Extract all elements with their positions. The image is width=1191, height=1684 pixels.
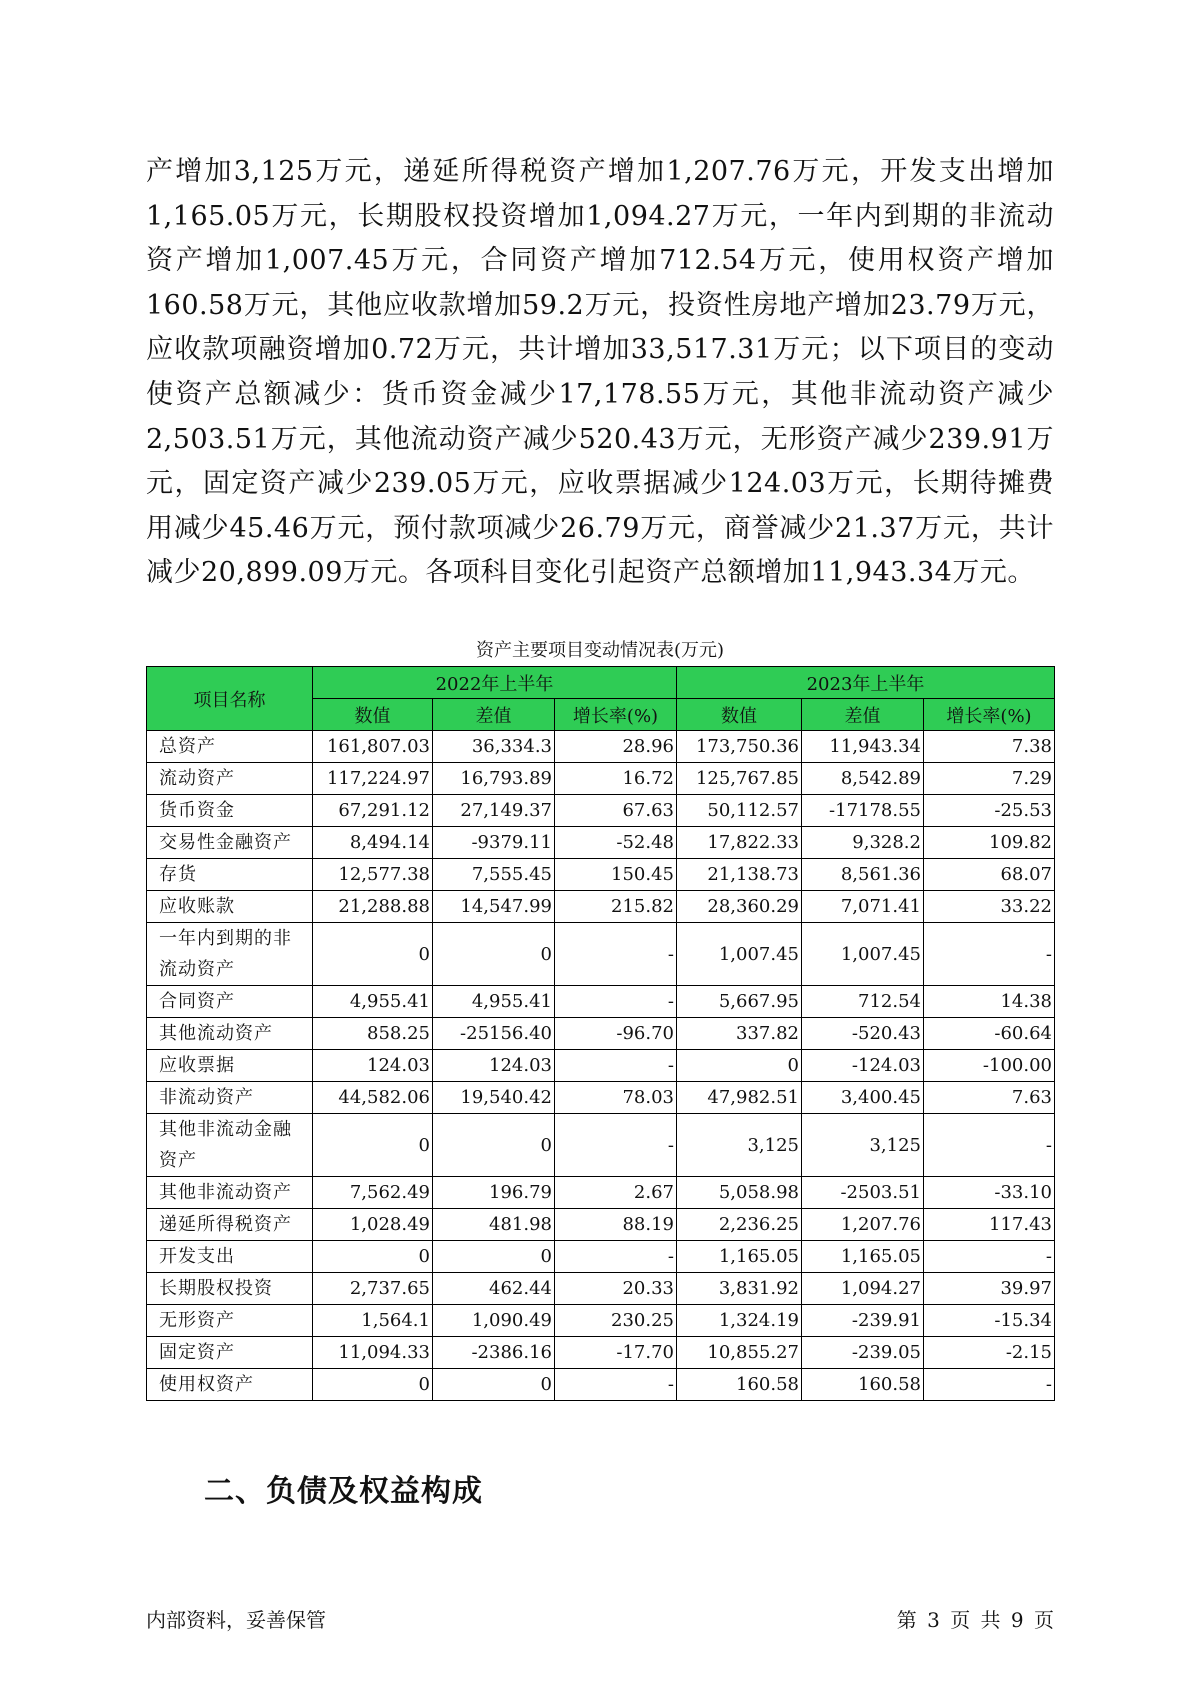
value-2023-cell: 3,831.92	[677, 1273, 802, 1305]
rate-2023-cell: -25.53	[924, 795, 1055, 827]
footer-confidential-note: 内部资料，妥善保管	[146, 1608, 326, 1632]
value-2022-cell: 161,807.03	[313, 731, 433, 763]
value-2022-cell: 0	[313, 923, 433, 986]
value-2023-cell: 10,855.27	[677, 1337, 802, 1369]
value-2022-cell: 858.25	[313, 1018, 433, 1050]
value-2023-cell: 3,125	[677, 1114, 802, 1177]
value-2023-cell: 125,767.85	[677, 763, 802, 795]
value-2023-cell: 173,750.36	[677, 731, 802, 763]
diff-2022-cell: -9379.11	[433, 827, 555, 859]
rate-2023-cell: -2.15	[924, 1337, 1055, 1369]
table-row	[147, 859, 1055, 891]
value-2022-cell: 0	[313, 1114, 433, 1177]
diff-2022-cell: 0	[433, 1369, 555, 1401]
rate-2022-cell: -	[555, 1369, 677, 1401]
value-2022-cell: 0	[313, 1241, 433, 1273]
item-name-cell: 一年内到期的非流动资产	[147, 923, 313, 986]
diff-2023-cell: -124.03	[802, 1050, 924, 1082]
item-name-cell: 交易性金融资产	[147, 827, 313, 859]
value-2023-cell: 17,822.33	[677, 827, 802, 859]
value-2023-cell: 21,138.73	[677, 859, 802, 891]
header-period-2023: 2023年上半年	[677, 667, 1055, 699]
footer-page-number: 第 3 页 共 9 页	[896, 1608, 1054, 1632]
table-row	[147, 1082, 1055, 1114]
table-row	[147, 1018, 1055, 1050]
rate-2023-cell: -	[924, 923, 1055, 986]
diff-2022-cell: 481.98	[433, 1209, 555, 1241]
rate-2023-cell: -	[924, 1369, 1055, 1401]
value-2022-cell: 12,577.38	[313, 859, 433, 891]
rate-2023-cell: 117.43	[924, 1209, 1055, 1241]
table-row	[147, 1337, 1055, 1369]
rate-2022-cell: -52.48	[555, 827, 677, 859]
value-2023-cell: 160.58	[677, 1369, 802, 1401]
value-2023-cell: 1,324.19	[677, 1305, 802, 1337]
table-row	[147, 1050, 1055, 1082]
diff-2022-cell: 36,334.3	[433, 731, 555, 763]
diff-2023-cell: 8,542.89	[802, 763, 924, 795]
item-name-cell: 固定资产	[147, 1337, 313, 1369]
item-name-cell: 存货	[147, 859, 313, 891]
table-row	[147, 891, 1055, 923]
value-2022-cell: 4,955.41	[313, 986, 433, 1018]
diff-2023-cell: 11,943.34	[802, 731, 924, 763]
rate-2022-cell: -	[555, 1241, 677, 1273]
value-2022-cell: 8,494.14	[313, 827, 433, 859]
value-2022-cell: 117,224.97	[313, 763, 433, 795]
diff-2023-cell: 712.54	[802, 986, 924, 1018]
item-name-cell: 长期股权投资	[147, 1273, 313, 1305]
rate-2022-cell: 2.67	[555, 1177, 677, 1209]
rate-2022-cell: 88.19	[555, 1209, 677, 1241]
table-row	[147, 1209, 1055, 1241]
rate-2022-cell: 20.33	[555, 1273, 677, 1305]
diff-2022-cell: -2386.16	[433, 1337, 555, 1369]
rate-2023-cell: -60.64	[924, 1018, 1055, 1050]
rate-2023-cell: 33.22	[924, 891, 1055, 923]
value-2023-cell: 337.82	[677, 1018, 802, 1050]
rate-2022-cell: 16.72	[555, 763, 677, 795]
item-name-cell: 无形资产	[147, 1305, 313, 1337]
diff-2022-cell: 4,955.41	[433, 986, 555, 1018]
body-paragraph: 产增加3,125万元，递延所得税资产增加1,207.76万元，开发支出增加1,165.05万元，长期股权投资增加1,094.27万元，一年内到期的非流动资产增加1,007.45万元，合同资产增加712.54万元，使用权资产增加160.58万元，其他应收款增加59.2万元，投资性房地产增加23.79万元，应收款项融资增加0.72万元，共计增加33,517.31万元；以下项目的变动使资产总额减少：货币资金减少17,178.55万元，其他非流动资产减少2,503.51万元，其他流动资产减少520.43万元，无形资产减少239.91万元，固定资产减少239.05万元，应收票据减少124.03万元，长期待摊费用减少45.46万元，预付款项减少26.79万元，商誉减少21.37万元，共计减少20,899.09万元。各项科目变化引起资产总额增加11,943.34万元。	[146, 156, 1054, 589]
table-row	[147, 1241, 1055, 1273]
rate-2023-cell: -33.10	[924, 1177, 1055, 1209]
diff-2023-cell: -239.91	[802, 1305, 924, 1337]
item-name-cell: 总资产	[147, 731, 313, 763]
header-diff-2023: 差值	[802, 699, 924, 731]
value-2023-cell: 1,165.05	[677, 1241, 802, 1273]
item-name-cell: 合同资产	[147, 986, 313, 1018]
table-row	[147, 923, 1055, 986]
table-caption: 资产主要项目变动情况表(万元)	[475, 640, 725, 661]
value-2023-cell: 1,007.45	[677, 923, 802, 986]
item-name-cell: 开发支出	[147, 1241, 313, 1273]
value-2022-cell: 2,737.65	[313, 1273, 433, 1305]
item-name-cell: 应收账款	[147, 891, 313, 923]
diff-2023-cell: -239.05	[802, 1337, 924, 1369]
header-period-2022: 2022年上半年	[313, 667, 677, 699]
rate-2022-cell: -17.70	[555, 1337, 677, 1369]
diff-2022-cell: 1,090.49	[433, 1305, 555, 1337]
value-2022-cell: 21,288.88	[313, 891, 433, 923]
rate-2022-cell: -	[555, 986, 677, 1018]
diff-2023-cell: -17178.55	[802, 795, 924, 827]
rate-2023-cell: 7.38	[924, 731, 1055, 763]
diff-2022-cell: 16,793.89	[433, 763, 555, 795]
table-row	[147, 1305, 1055, 1337]
diff-2022-cell: 0	[433, 1114, 555, 1177]
rate-2023-cell: 68.07	[924, 859, 1055, 891]
item-name-cell: 递延所得税资产	[147, 1209, 313, 1241]
value-2022-cell: 0	[313, 1369, 433, 1401]
header-value-2023: 数值	[677, 699, 802, 731]
item-name-cell: 其他非流动金融资产	[147, 1114, 313, 1177]
value-2023-cell: 5,667.95	[677, 986, 802, 1018]
value-2023-cell: 5,058.98	[677, 1177, 802, 1209]
rate-2022-cell: -	[555, 923, 677, 986]
table-row	[147, 763, 1055, 795]
diff-2022-cell: 27,149.37	[433, 795, 555, 827]
diff-2022-cell: 0	[433, 1241, 555, 1273]
value-2022-cell: 1,564.1	[313, 1305, 433, 1337]
diff-2023-cell: 3,400.45	[802, 1082, 924, 1114]
header-item-name: 项目名称	[147, 667, 313, 731]
value-2022-cell: 11,094.33	[313, 1337, 433, 1369]
rate-2023-cell: -100.00	[924, 1050, 1055, 1082]
diff-2022-cell: 19,540.42	[433, 1082, 555, 1114]
item-name-cell: 其他流动资产	[147, 1018, 313, 1050]
diff-2023-cell: -2503.51	[802, 1177, 924, 1209]
asset-change-table	[146, 666, 1055, 1401]
diff-2022-cell: 462.44	[433, 1273, 555, 1305]
value-2022-cell: 124.03	[313, 1050, 433, 1082]
value-2022-cell: 67,291.12	[313, 795, 433, 827]
diff-2023-cell: 1,165.05	[802, 1241, 924, 1273]
value-2022-cell: 44,582.06	[313, 1082, 433, 1114]
diff-2023-cell: 160.58	[802, 1369, 924, 1401]
diff-2023-cell: -520.43	[802, 1018, 924, 1050]
value-2022-cell: 1,028.49	[313, 1209, 433, 1241]
diff-2022-cell: 124.03	[433, 1050, 555, 1082]
rate-2023-cell: -	[924, 1114, 1055, 1177]
rate-2022-cell: 67.63	[555, 795, 677, 827]
table-row	[147, 1369, 1055, 1401]
diff-2023-cell: 8,561.36	[802, 859, 924, 891]
diff-2022-cell: 7,555.45	[433, 859, 555, 891]
section-heading: 二、负债及权益构成	[204, 1474, 483, 1509]
table-row	[147, 986, 1055, 1018]
rate-2023-cell: 14.38	[924, 986, 1055, 1018]
diff-2023-cell: 3,125	[802, 1114, 924, 1177]
value-2022-cell: 7,562.49	[313, 1177, 433, 1209]
diff-2023-cell: 9,328.2	[802, 827, 924, 859]
rate-2022-cell: -	[555, 1114, 677, 1177]
header-diff-2022: 差值	[433, 699, 555, 731]
diff-2023-cell: 1,207.76	[802, 1209, 924, 1241]
table-body	[147, 731, 1055, 1401]
header-value-2022: 数值	[313, 699, 433, 731]
diff-2023-cell: 7,071.41	[802, 891, 924, 923]
value-2023-cell: 47,982.51	[677, 1082, 802, 1114]
header-rate-2023: 增长率(%)	[924, 699, 1055, 731]
rate-2022-cell: 150.45	[555, 859, 677, 891]
value-2023-cell: 0	[677, 1050, 802, 1082]
table-row	[147, 1273, 1055, 1305]
rate-2023-cell: 7.29	[924, 763, 1055, 795]
item-name-cell: 货币资金	[147, 795, 313, 827]
rate-2023-cell: 39.97	[924, 1273, 1055, 1305]
rate-2022-cell: 78.03	[555, 1082, 677, 1114]
rate-2022-cell: 230.25	[555, 1305, 677, 1337]
diff-2022-cell: 14,547.99	[433, 891, 555, 923]
value-2023-cell: 2,236.25	[677, 1209, 802, 1241]
rate-2022-cell: -	[555, 1050, 677, 1082]
table-row	[147, 731, 1055, 763]
diff-2022-cell: -25156.40	[433, 1018, 555, 1050]
diff-2023-cell: 1,094.27	[802, 1273, 924, 1305]
item-name-cell: 其他非流动资产	[147, 1177, 313, 1209]
rate-2023-cell: 109.82	[924, 827, 1055, 859]
diff-2022-cell: 0	[433, 923, 555, 986]
header-rate-2022: 增长率(%)	[555, 699, 677, 731]
item-name-cell: 使用权资产	[147, 1369, 313, 1401]
table-header	[147, 667, 1055, 731]
value-2023-cell: 50,112.57	[677, 795, 802, 827]
diff-2022-cell: 196.79	[433, 1177, 555, 1209]
rate-2023-cell: -	[924, 1241, 1055, 1273]
table-row	[147, 1114, 1055, 1177]
table-row	[147, 1177, 1055, 1209]
item-name-cell: 非流动资产	[147, 1082, 313, 1114]
rate-2022-cell: 215.82	[555, 891, 677, 923]
item-name-cell: 流动资产	[147, 763, 313, 795]
value-2023-cell: 28,360.29	[677, 891, 802, 923]
diff-2023-cell: 1,007.45	[802, 923, 924, 986]
rate-2023-cell: -15.34	[924, 1305, 1055, 1337]
table-row	[147, 795, 1055, 827]
rate-2022-cell: 28.96	[555, 731, 677, 763]
table-row	[147, 827, 1055, 859]
rate-2023-cell: 7.63	[924, 1082, 1055, 1114]
rate-2022-cell: -96.70	[555, 1018, 677, 1050]
item-name-cell: 应收票据	[147, 1050, 313, 1082]
